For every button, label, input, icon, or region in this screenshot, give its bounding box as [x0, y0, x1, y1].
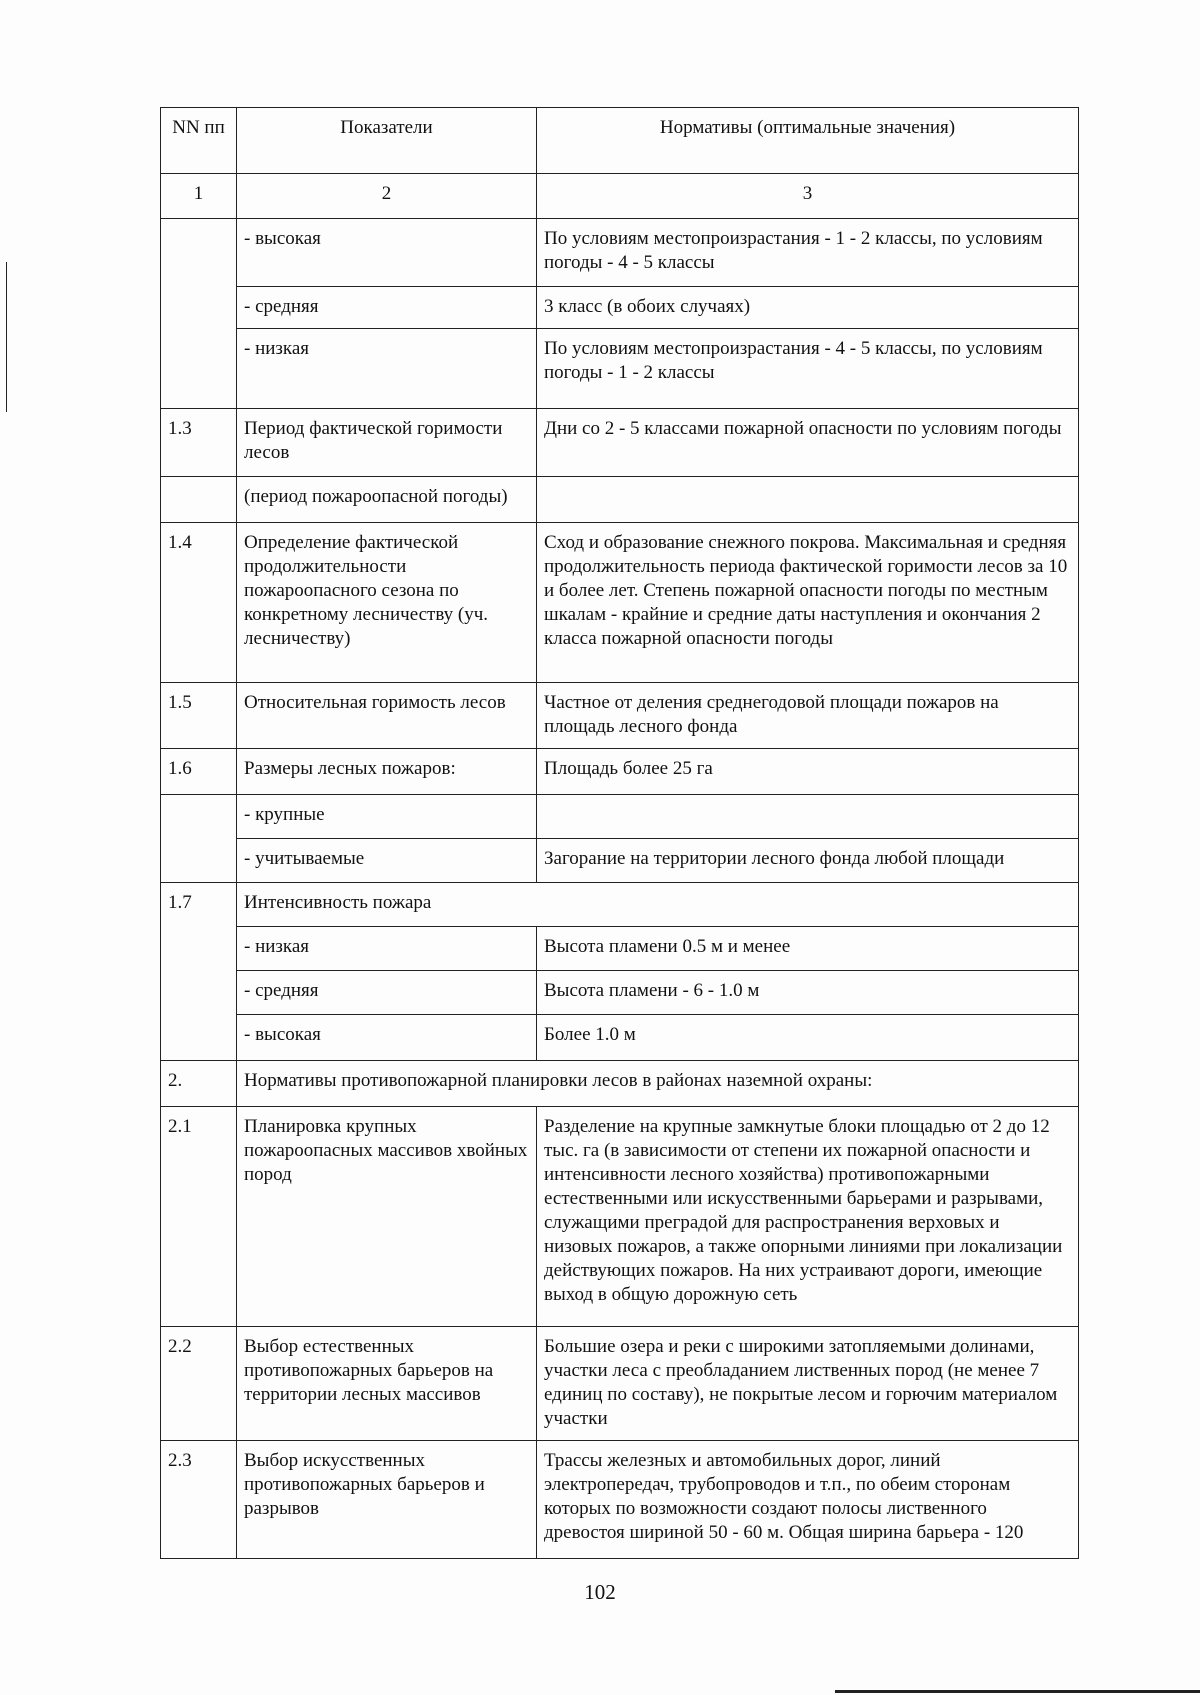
table-row: [161, 749, 1079, 795]
row-indicator: - учитываемые: [237, 839, 537, 883]
table-row: [161, 795, 1079, 839]
row-number: 2.1: [161, 1107, 237, 1327]
table-header-row: [161, 108, 1079, 174]
header-number: NN пп: [161, 108, 237, 174]
row-norm: Трассы железных и автомобильных дорог, линий электропередач, трубопроводов и т.п., по обеим сторонам которых по возможности создают полосы лиственного древостоя шириной 50 - 60 м. Общая ширина барьера - 120: [537, 1441, 1079, 1559]
table-row: [161, 1015, 1079, 1061]
table-row: [161, 409, 1079, 477]
row-norm: Сход и образование снежного покрова. Максимальная и средняя продолжительность периода фактической горимости лесов за 10 и более лет. Степень пожарной опасности погоды по местным шкалам - крайние и средние даты наступления и окончания 2 класса пожарной опасности погоды: [537, 523, 1079, 683]
row-indicator: Планировка крупных пожароопасных массивов хвойных пород: [237, 1107, 537, 1327]
table-row: [161, 1107, 1079, 1327]
norms-table: [160, 107, 1079, 1559]
row-norm: Высота пламени - 6 - 1.0 м: [537, 971, 1079, 1015]
row-norm: Разделение на крупные замкнутые блоки площадью от 2 до 12 тыс. га (в зависимости от степени их пожарной опасности и интенсивности лесного хозяйства) противопожарными естественными или искусственными барьерами и разрывами, служащими преградой для распространения верховых и низовых пожаров, а также опорными линиями при локализации действующих пожаров. На них устраивают дороги, имеющие выход в общую дорожную сеть: [537, 1107, 1079, 1327]
column-number: 2: [237, 174, 537, 219]
row-indicator: Относительная горимость лесов: [237, 683, 537, 749]
row-norm: Более 1.0 м: [537, 1015, 1079, 1061]
row-norm: 3 класс (в обоих случаях): [537, 287, 1079, 329]
row-indicator: Определение фактической продолжительности пожароопасного сезона по конкретному лесничеству (уч. лесничеству): [237, 523, 537, 683]
table-row: [161, 1327, 1079, 1441]
row-indicator: - средняя: [237, 971, 537, 1015]
row-indicator: Нормативы противопожарной планировки лесов в районах наземной охраны:: [237, 1061, 1079, 1107]
row-indicator: Интенсивность пожара: [237, 883, 1079, 927]
row-number: 1.3: [161, 409, 237, 477]
row-indicator: Размеры лесных пожаров:: [237, 749, 537, 795]
row-norm: Высота пламени 0.5 м и менее: [537, 927, 1079, 971]
table-row: [161, 1061, 1079, 1107]
row-number: 1.6: [161, 749, 237, 795]
row-indicator: - средняя: [237, 287, 537, 329]
header-indicators: Показатели: [237, 108, 537, 174]
table-row: [161, 839, 1079, 883]
row-indicator: Период фактической горимости лесов: [237, 409, 537, 477]
row-norm: По условиям местопроизрастания - 4 - 5 классы, по условиям погоды - 1 - 2 классы: [537, 329, 1079, 409]
table-row: [161, 219, 1079, 287]
row-norm: Частное от деления среднегодовой площади пожаров на площадь лесного фонда: [537, 683, 1079, 749]
header-norms: Нормативы (оптимальные значения): [537, 108, 1079, 174]
row-indicator: - крупные: [237, 795, 537, 839]
row-norm: [537, 477, 1079, 523]
row-indicator: - высокая: [237, 1015, 537, 1061]
row-number: 1.5: [161, 683, 237, 749]
table-row: [161, 683, 1079, 749]
row-number: [161, 219, 237, 409]
table-row: [161, 971, 1079, 1015]
table-row: [161, 927, 1079, 971]
row-indicator: Выбор искусственных противопожарных барьеров и разрывов: [237, 1441, 537, 1559]
column-numbers-row: [161, 174, 1079, 219]
row-number: 2.: [161, 1061, 237, 1107]
row-indicator: - высокая: [237, 219, 537, 287]
column-number: 1: [161, 174, 237, 219]
row-norm: Площадь более 25 га: [537, 749, 1079, 795]
row-norm: Дни со 2 - 5 классами пожарной опасности по условиям погоды: [537, 409, 1079, 477]
row-norm: По условиям местопроизрастания - 1 - 2 классы, по условиям погоды - 4 - 5 классы: [537, 219, 1079, 287]
row-number: 1.4: [161, 523, 237, 683]
table-row: [161, 1441, 1079, 1559]
row-number: [161, 795, 237, 883]
table-row: [161, 477, 1079, 523]
table-row: [161, 329, 1079, 409]
column-number: 3: [537, 174, 1079, 219]
row-number: 2.3: [161, 1441, 237, 1559]
bottom-scan-line: [835, 1690, 1200, 1693]
table-row: [161, 523, 1079, 683]
row-number: 2.2: [161, 1327, 237, 1441]
row-indicator: Выбор естественных противопожарных барьеров на территории лесных массивов: [237, 1327, 537, 1441]
row-norm: Загорание на территории лесного фонда любой площади: [537, 839, 1079, 883]
left-margin-mark: [6, 262, 7, 412]
page-number: 102: [584, 1580, 616, 1604]
row-number: [161, 477, 237, 523]
row-indicator: - низкая: [237, 927, 537, 971]
row-norm: [537, 795, 1079, 839]
row-norm: Большие озера и реки с широкими затопляемыми долинами, участки леса с преобладанием лиственных пород (не менее 7 единиц по составу), не покрытые лесом и горючим материалом участки: [537, 1327, 1079, 1441]
row-indicator: (период пожароопасной погоды): [237, 477, 537, 523]
row-number: 1.7: [161, 883, 237, 1061]
table-row: [161, 883, 1079, 927]
table-row: [161, 287, 1079, 329]
row-indicator: - низкая: [237, 329, 537, 409]
